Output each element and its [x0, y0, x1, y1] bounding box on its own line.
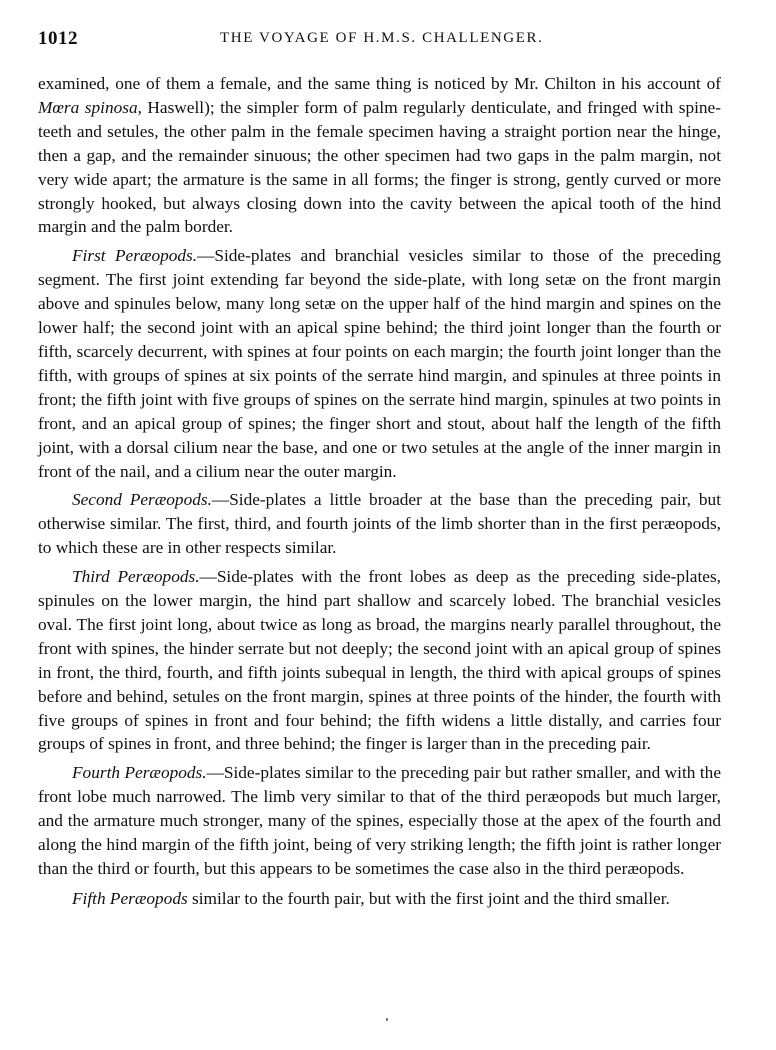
page-number: 1012 [38, 28, 78, 49]
page-header [38, 28, 738, 52]
species-name: Mœra spinosa [38, 97, 138, 117]
section-heading: Fifth Peræopods [72, 888, 188, 908]
paragraph-text: —Side-plates with the front lobes as deep as the preceding side-plates, spinules on the lower margin, the hind part shallow and scarcely lobed. The branchial vesicles oval. The first joint long, about twice as long as broad, the margins nearly parallel throughout, the front with spines, the hinder serrate but not deeply; the second joint with an apical group of spines in front, the third, fourth, and fifth joints subequal in length, the third with apical groups of spines before and behind, setules on the front margin, spines at three points of the hinder, the fourth with five groups of spines in front and four behind; the fifth widens a little distally, and carries four groups of spines in front, and three behind; the finger is larger than in the preceding pair. [38, 567, 721, 754]
paragraph-fifth-peraeopods [38, 887, 721, 911]
paragraph-text: —Side-plates a little broader at the base than the preceding pair, but otherwise similar. The first, third, and fourth joints of the limb shorter than in the first peræopods, to which these are in other respects similar. [38, 490, 721, 558]
body-text [38, 72, 721, 916]
paragraph-second-peraeopods [38, 488, 721, 560]
running-title: THE VOYAGE OF H.M.S. CHALLENGER. [220, 30, 544, 46]
section-heading: Third Peræopods. [72, 567, 200, 587]
paragraph-text: examined, one of them a female, and the same thing is noticed by Mr. Chilton in his account of [38, 74, 721, 93]
paragraph-text: , Haswell); the simpler form of palm regularly denticulate, and fringed with spine-teeth and setules, the other palm in the female specimen having a straight portion near the hinge, then a gap, and the remainder sinuous; the other specimen had two gaps in the palm margin, not very wide apart; the armature is the same in all forms; the finger is strong, gently curved or more strongly hooked, but always closing down into the cavity between the apical tooth of the hind margin and the palm border. [38, 97, 721, 237]
paragraph-text: similar to the fourth pair, but with the first joint and the third smaller. [187, 888, 670, 908]
paragraph-text: —Side-plates and branchial vesicles similar to those of the preceding segment. The first joint extending far beyond the side-plate, with long setæ on the front margin above and spinules below, many long setæ on the upper half of the hind margin and spines on the lower half; the second joint with an apical spine behind; the third joint longer than the fourth or fifth, scarcely decurrent, with spines at four points on each margin; the fourth joint longer than the fifth, with groups of spines at six points of the serrate hind margin, and spinules at three points in front; the fifth joint with five groups of spines on the serrate hind margin, spinules at two points in front, and an apical group of spines; the finger short and stout, about half the length of the fifth joint, with a dorsal cilium near the base, and one or two setules at the angle of the inner margin in front of the nail, and a cilium near the outer margin. [38, 246, 722, 481]
print-speck [386, 1018, 388, 1021]
paragraph-fourth-peraeopods [38, 761, 721, 881]
paragraph-third-peraeopods [38, 565, 721, 756]
section-heading: First Peræopods. [72, 246, 198, 266]
paragraph-text: —Side-plates similar to the preceding pair but rather smaller, and with the front lobe much narrowed. The limb very similar to that of the third peræopods but much larger, and the armature much stronger, many of the spines, especially those at the apex of the fourth and along the hind margin of the fifth joint, being of very striking length; the fifth joint is rather longer than the third or fourth, but this appears to be sometimes the case also in the third peræopods. [38, 763, 721, 878]
section-heading: Second Peræopods. [72, 490, 212, 510]
paragraph-continuation [38, 72, 721, 239]
paragraph-first-peraeopods [38, 244, 721, 483]
section-heading: Fourth Peræopods. [72, 763, 207, 783]
